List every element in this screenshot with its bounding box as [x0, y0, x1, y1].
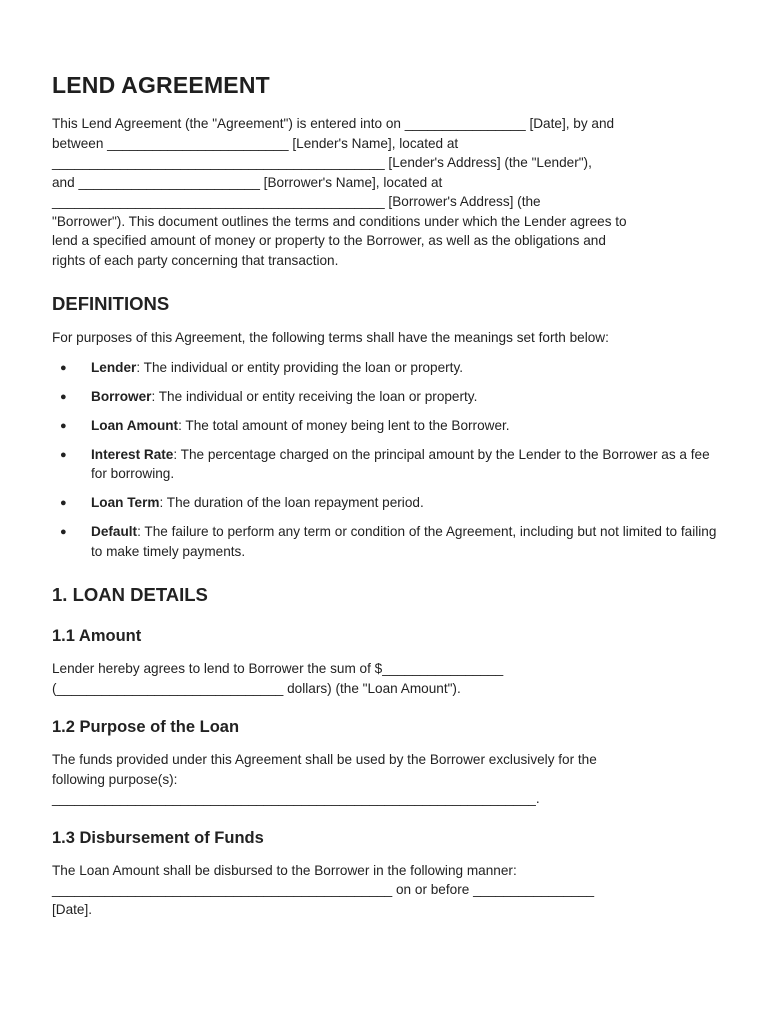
purpose-line: The funds provided under this Agreement shall be used by the Borrower exclusively for the: [52, 752, 597, 767]
amount-line: Lender hereby agrees to lend to Borrower the sum of $________________: [52, 661, 504, 676]
disbursement-line: _____________________________________________ on or before ________________: [52, 882, 595, 897]
purpose-line: following purpose(s):: [52, 771, 178, 787]
bullet-icon: ●: [60, 526, 67, 538]
disbursement-heading: 1.3 Disbursement of Funds: [52, 828, 264, 847]
amount-paragraph: [52, 659, 720, 698]
definition-text: : The percentage charged on the principal amount by the Lender to the Borrower as a fee for borrowing.: [91, 446, 710, 481]
definition-text: : The duration of the loan repayment period.: [159, 495, 424, 510]
document-title: LEND AGREEMENT: [52, 72, 270, 98]
bullet-icon: ●: [60, 448, 67, 461]
document-page: [52, 68, 720, 919]
intro-line: This Lend Agreement (the "Agreement") is entered into on ________________ [Date], by and: [52, 116, 615, 131]
bullet-icon: ●: [60, 390, 67, 403]
disbursement-line: [Date].: [52, 901, 93, 917]
definition-item: [52, 358, 720, 378]
definitions-heading: DEFINITIONS: [52, 293, 170, 314]
definitions-list: [52, 358, 720, 562]
purpose-heading: 1.2 Purpose of the Loan: [52, 718, 240, 736]
purpose-line: ________________________________________________________________.: [52, 791, 540, 806]
intro-line: rights of each party concerning that transaction.: [52, 252, 339, 268]
definition-term: Interest Rate: [91, 446, 174, 462]
amount-line: (______________________________ dollars) (the "Loan Amount").: [52, 680, 461, 696]
definition-term: Loan Amount: [91, 417, 179, 433]
intro-line: and ________________________ [Borrower's Name], located at: [52, 174, 443, 190]
bullet-icon: ●: [60, 361, 67, 374]
loan-details-heading: 1. LOAN DETAILS: [52, 584, 208, 605]
intro-line: "Borrower"). This document outlines the terms and conditions under which the Lender agrees to: [52, 213, 627, 229]
intro-line: ____________________________________________ [Borrower's Address] (the: [52, 194, 541, 209]
intro-paragraph: [52, 114, 720, 270]
definition-item: [52, 416, 720, 436]
disbursement-line: The Loan Amount shall be disbursed to the Borrower in the following manner:: [52, 862, 517, 878]
definition-text: : The individual or entity providing the loan or property.: [136, 359, 464, 375]
intro-line: between ________________________ [Lender's Name], located at: [52, 135, 459, 151]
definition-term: Loan Term: [91, 495, 160, 510]
definition-text: : The individual or entity receiving the loan or property.: [151, 388, 478, 404]
disbursement-paragraph: [52, 861, 720, 920]
definition-term: Lender: [91, 359, 137, 375]
definition-term: Default: [91, 524, 138, 539]
definition-text: : The total amount of money being lent to the Borrower.: [178, 417, 510, 433]
bullet-icon: ●: [60, 497, 67, 509]
definition-item: [52, 387, 720, 407]
intro-line: ____________________________________________ [Lender's Address] (the "Lender"),: [52, 155, 592, 170]
definition-item: [52, 445, 720, 484]
definitions-lead: For purposes of this Agreement, the following terms shall have the meanings set forth below:: [52, 330, 609, 345]
bullet-icon: ●: [60, 419, 67, 432]
purpose-paragraph: [52, 750, 720, 809]
definition-item: [52, 522, 720, 561]
definition-item: [52, 493, 720, 513]
amount-heading: 1.1 Amount: [52, 627, 142, 645]
definition-text: : The failure to perform any term or condition of the Agreement, including but not limited to failing to make timely payments.: [91, 524, 717, 559]
definition-term: Borrower: [91, 388, 152, 404]
intro-line: lend a specified amount of money or property to the Borrower, as well as the obligations and: [52, 233, 606, 248]
